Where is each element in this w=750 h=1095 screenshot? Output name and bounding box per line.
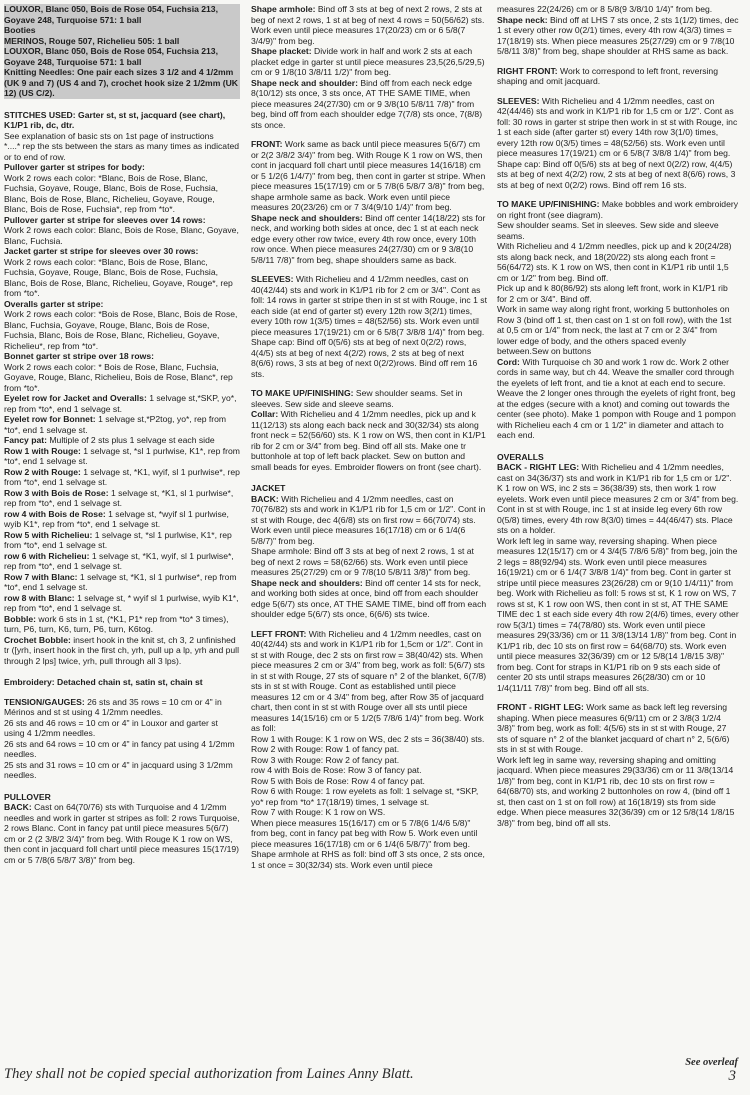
pattern-text: 1 selvage st, *wyif sl 1 purlwise, wyib K1*, rep from *to*, end 1 selvage st. — [4, 508, 229, 529]
column-3 — [497, 4, 739, 1044]
para-label: Shape neck and shoulders: — [251, 577, 363, 588]
paragraph — [251, 139, 487, 213]
para-text: With Richelieu and 4 1/2mm needles, pick up and k 20(24/28) sts along back neck, and 18(20/22) sts along each front = 56(64/72) sts. K 1 row on WS, then cont in K1/P1 rib until 1,5 cm or 1/2" from beg. Bind off. — [497, 241, 732, 283]
para-text: Work same as back until piece measures 5(6/7) cm or 2(2 3/8/2 3/4)" from beg. With Rouge K 1 row on WS, then cont in jacquard foll chart until piece measures 14(16/18) cm or 5 1/2(6 1/4/7)" from beg, then cont in garter st stripe. When piece measures 15(17/19) cm or 5 7/8(6 5/8/7 3/8)" from beg, shape armhole same as back. Work even until piece measures 20(23/26) cm or 7 3/4(9/10 1/4)" from beg. — [251, 139, 486, 212]
gauge-line: 26 sts and 64 rows = 10 cm or 4" in fancy pat using 4 1/2mm needles. — [4, 738, 235, 759]
paragraph — [497, 15, 739, 57]
stitches-intro: *....* rep the sts between the stars as many times as indicated or to end of row. — [4, 141, 240, 162]
row-line: Row 2 with Rouge: Row 1 of fancy pat. — [251, 744, 400, 754]
stripe-text: Work 2 rows each color: *Blanc, Bois de Rose, Blanc, Fuchsia, Goyave, Rouge, Blanc, Bois de Rose, Fuchsia, Blanc, Bois de Rose, Blanc, Richelieu, Goyave, Rouge, Blanc, Bois de Rose, Fuchsia*, rep from *to*. — [4, 172, 218, 214]
pattern-text: 1 selvage st, *K1, wyif, sl 1 purlwise*, rep from *to*, end 1 selvage st. — [4, 466, 240, 487]
para-label: LEFT FRONT: — [251, 628, 307, 639]
stripe-text: Work 2 rows each color: *Blanc, Bois de Rose, Blanc, Fuchsia, Goyave, Rouge, Blanc, Bois de Rose, Fuchsia, Blanc, Bois de Rose, Blanc, Richelieu, Goyave, Rouge*, rep from *to*. — [4, 256, 233, 298]
pattern-text: insert hook in the knit st, ch 3, 2 unfinished tr ([yrh, insert hook in the first ch, yrh, pull up a lp, yrh and pull through 2 lps] twice, yrh, pull through all 3 lps). — [4, 634, 240, 666]
paragraph — [497, 304, 739, 357]
pattern-line — [4, 467, 240, 488]
stripe-block — [4, 215, 240, 247]
see-overleaf: See overleaf — [685, 1057, 738, 1068]
para-label: Shape placket: — [251, 46, 312, 56]
material-line: Booties — [4, 25, 240, 36]
stitches-intro: See explanation of basic sts on 1st page of instructions — [4, 130, 214, 141]
para-text: Divide work in half and work 2 sts at each placket edge in garter st until piece measures 23,5(26,5/29,5) cm or 9 1/8(10 3/8/11 1/2)" from beg. — [251, 46, 485, 77]
para-text: Work to correspond to left front, reversing shaping and omit jacquard. — [497, 65, 718, 86]
pattern-label: Eyelet row for Jacket and Overalls: — [4, 393, 147, 403]
row-line: row 4 with Bois de Rose: Row 3 of fancy pat. — [251, 765, 422, 775]
pattern-line — [4, 530, 240, 551]
material-line: LOUXOR, Blanc 050, Bois de Rose 054, Fuchsia 213, Goyave 248, Turquoise 571: 1 ball — [4, 4, 240, 25]
para-text: Sew shoulder seams. Set in sleeves. Sew side and sleeve seams. — [497, 220, 719, 241]
pattern-line — [4, 614, 240, 635]
pattern-line — [4, 593, 240, 614]
para-text: With Turquoise ch 30 and work 1 row dc. Work 2 other cords in same way, but ch 44. Weave the smaller cord through the eyelets of left front, and tie a knot at each end to secure. Weave the 2 longer ones through the eyelets of right front, beg at the edges (secure with a knot) and coming out towards the center (see photo). Make 1 pompon with Rouge and 1 pompon with Richelieu each 4 cm or 1 1/2" in diameter and attach to each end. — [497, 356, 736, 440]
stripe-block — [4, 351, 240, 393]
stripe-text: Work 2 rows each color: * Bois de Rose, Blanc, Fuchsia, Goyave, Rouge, Blanc, Richelieu, Bois de Rose, Blanc*, rep from *to*. — [4, 361, 233, 393]
needles-text: One pair each sizes 3 1/2 and 4 1/2mm (UK 9 and 7) (US 4 and 7), crochet hook size 2 1/2mm (UK 12) (US C/2). — [4, 67, 238, 98]
para-label: TO MAKE UP/FINISHING: — [251, 388, 354, 398]
para-text: Pick up and k 80(86/92) sts along left front, work in K1/P1 rib for 2 cm or 3/4". Bind off. — [497, 283, 728, 304]
paragraph — [497, 462, 739, 536]
pattern-text: 1 selvage st,*SKP, yo*, rep from *to*, end 1 selvage st. — [4, 393, 237, 414]
pattern-label: row 4 with Bois de Rose: — [4, 508, 106, 519]
gauge-line: 26 sts and 35 rows = 10 cm or 4" in Mérinos and st st using 4 1/2mm needles. — [4, 696, 222, 717]
paragraph — [251, 629, 487, 734]
para-label: Shape neck and shoulders: — [251, 212, 363, 223]
pattern-text: 1 selvage st, *K1, sl 1 purlwise*, rep from *to*, end 1 selvage st. — [4, 571, 237, 592]
para-text: Work in same way along right front, working 5 buttonholes on Row 3 (bind off 1 st, then cast on 1 st on foll row), with the 1st at 0,5 cm or 1/4" from neck, the last at 7 cm or 2 3/4" from lower edge of body, and the others spaced evenly between.Sew on buttons — [497, 304, 732, 356]
para-label: BACK - RIGHT LEG: — [497, 462, 580, 472]
paragraph — [497, 536, 739, 694]
para-text: Bind off 3 sts at beg of next 2 rows, 2 sts at beg of next 2 rows, 1 st at beg of next 4 rows = 50(56/62) sts. Work even until piece measures 17(20/23) cm or 6 5/8(7 3/4/9)" from beg. — [251, 4, 485, 46]
pattern-label: Row 3 with Bois de Rose: — [4, 487, 109, 498]
para-text: With Richelieu and 4 1/2mm needles, cast on 42(44/46) sts and work in K1/P1 rib for 1,5 cm or 1/2". Cont as foll: 30 rows in garter st stripe then work in st st with Rouge, inc 1 st each side (after garter st) every 14th row 3(1/0) times, every 12th row 0(3/5) times = 48(52/56) sts. Work even until piece measures 17(19/21) cm or 6 5/8(7 3/8/8 1/4)" from beg. — [497, 95, 738, 158]
gauge-line: 25 sts and 31 rows = 10 cm or 4" in jacquard using 3 1/2mm needles. — [4, 759, 233, 780]
paragraph — [251, 274, 487, 379]
back-text: Cast on 64(70/76) sts with Turquoise and 4 1/2mm needles and work in garter st stripes as foll: 2 rows Turquoise, 2 rows Blanc. Cont in fancy pat until piece measures 5(6/7) cm or 2 (2 3/8/2 3/4)" from beg. With Rouge K 1 row on WS, then cont in jacquard foll chart until piece measures 15(17/19) cm or 5 7/8(6 5/8/7 3/8)" from beg. — [4, 802, 240, 865]
material-line: MERINOS, Rouge 507, Richelieu 505: 1 ball — [4, 36, 240, 47]
para-label: BACK: — [251, 493, 279, 504]
paragraph — [251, 4, 487, 46]
paragraph — [497, 755, 739, 829]
para-label: Shape neck: — [497, 14, 548, 25]
para-text: Shape cap: Bind off 0(5/6) sts at beg of next 0(2/2) row, 4(4/5) sts at beg of next 4(2/2) row, 2 sts at beg of next 8(6/6) rows, 3 sts at beg of next 0(2/2) rows. Bind off rem 16 sts. — [497, 158, 736, 190]
material-line: LOUXOR, Blanc 050, Bois de Rose 054, Fuchsia 213, Goyave 248, Turquoise 571: 1 ball — [4, 46, 240, 67]
stitches-title: STITCHES USED: Garter st, st st, jacquard (see chart), K1/P1 rib, dc, dtr. — [4, 109, 226, 130]
para-text: Work left leg in same way, reversing shaping and omitting jacquard. When piece measures 29(33/36) cm or 11 3/8(13/14 1/8)" from beg, cont in K1/P1 rib, dec 10 sts on first row = 64(68/70) sts, and working 2 buttonholes on row 4, (bind off 1 st, then cast on 1 st on foll row) at 16(18/19) sts from side edge. When piece measures 32(36/39) cm or 12 5/8(14 1/8/15 3/8)" from beg, bind off all sts. — [497, 754, 735, 828]
row-line: Row 6 with Rouge: 1 row eyelets as foll: 1 selvage st, *SKP, yo* rep from *to* 17(18/19) times, 1 selvage st. — [251, 786, 479, 807]
para-label: TO MAKE UP/FINISHING: — [497, 199, 600, 209]
paragraph — [251, 546, 487, 578]
pattern-label: Bobble: — [4, 613, 36, 624]
pattern-line — [4, 509, 240, 530]
pullover-title: PULLOVER — [4, 791, 51, 802]
paragraph — [251, 46, 487, 78]
paragraph — [497, 66, 739, 87]
pattern-label: Row 5 with Richelieu: — [4, 529, 93, 540]
para-text: With Richelieu and 4 1/2mm needles, cast on 40(42/44) sts and work in K1/P1 rib for 2 cm or 3/4". Cont as foll: 14 rows in garter st stripe then in st st with Rouge, inc 1 st each side (at end of garter st) every 12th row 3(2/1) times, every 10th row 1(3/5) times = 48(52/56) sts. Work even until piece measures 17(19/21) cm or 6 5/8(7 3/8/8 1/4)" from beg. Shape cap: Bind off 0(5/6) sts at beg of next 0(2/2) rows, 4(4/5) sts at beg of next 4(2/2) rows, 2 sts at beg of next 8(6/6) rows, 3 sts at beg of next 0(2/2)rows. Bind off rem 16 sts. — [251, 274, 487, 379]
pattern-text: 1 selvage st, *sl 1 purlwise, K1*, rep from *to*, end 1 selvage st. — [4, 529, 232, 550]
pattern-label: Row 7 with Blanc: — [4, 571, 78, 582]
gauge-line: 26 sts and 46 rows = 10 cm or 4" in Louxor and garter st using 4 1/2mm needles. — [4, 717, 218, 738]
row-line: Row 3 with Rouge: Row 2 of fancy pat. — [251, 754, 400, 765]
paragraph — [497, 96, 739, 159]
pattern-line — [4, 488, 240, 509]
para-label: Shape neck and shoulder: — [251, 77, 358, 88]
gauge-block — [4, 697, 240, 718]
paragraph — [497, 159, 739, 191]
para-label: Cord: — [497, 356, 520, 367]
jacket-title: JACKET — [251, 483, 286, 493]
para-text: Work left leg in same way, reversing shaping. When piece measures 12(15/17) cm or 4 3/4(5 7/8/6 5/8)" from beg, join the 2 legs = 88(92/94) sts. Work even until piece measures 16(19/21) cm or 6 1/4(7 3/8/8 1/4)" from beg. Cont in garter st stripe until piece measures 23(26/28) cm or 9(10 1/4/11)" from beg. Work with Richelieu as foll: 5 rows st st, K 1 row on WS, 7 rows st st, K 1 row oon WS, then cont in st st, AT THE SAME TIME dec 1 st each side every 4th row 2(4/6) times, every other row 5(3/1) times = 74(78/80) sts. Work even until piece measures 29(33/36) cm or 11 3/8(13/14 1/8)" from beg. Cont in K1/P1 rib, dec 10 sts on first row = 64(68/70) sts. Work even until piece measures 32(36/39) cm or 12 5/8(14 1/8/15 3/8)" from beg. Cont for straps in K1/P1 rib on 9 sts each side of center 20 sts until straps measures 26(28/30) cm or 10 1/4(11/11 7/8)" from beg. Bind off all sts. — [497, 535, 739, 693]
stripe-text: Work 2 rows each color: Blanc, Bois de Rose, Blanc, Goyave, Blanc, Fuchsia. — [4, 225, 239, 246]
paragraph — [251, 409, 487, 472]
embroidery-title: Embroidery: Detached chain st, satin st, chain st — [4, 677, 203, 687]
pattern-line — [4, 635, 240, 667]
paragraph — [497, 199, 739, 220]
para-text: Bind off from each neck edge 8(10/12) sts once, 3 sts once, AT THE SAME TIME, when piece measures 24(27/30) cm or 9 3/8(10 5/8/11 7/8)" from beg, bind off from each shoulder edge 7(7/8) sts once, 7(8/8) sts once. — [251, 77, 483, 130]
row-line: Row 5 with Bois de Rose: Row 4 of fancy pat. — [251, 775, 425, 786]
pattern-text: 1 selvage st, *K1, sl 1 purlwise*, rep from *to*, end 1 selvage st. — [4, 487, 234, 508]
paragraph — [251, 213, 487, 266]
stripe-title: Jacket garter st stripe for sleeves over 30 rows: — [4, 246, 199, 256]
paragraph — [497, 357, 739, 441]
page-number: 3 — [728, 1068, 736, 1084]
para-label: SLEEVES: — [251, 274, 294, 284]
back-label: BACK: — [4, 802, 32, 812]
para-text: With Richelieu and 4 1/2mm needles, cast on 40(42/44) sts and work in K1/P1 rib for 1,5cm or 1/2". Cont in st st with Rouge, dec 2 sts on first row = 38(40/42) sts. When piece measures 2 cm or 3/4" from beg, work as foll: 5(6/7) sts in st st with Rouge, 27 sts of square n° 2 of the blanket, 6(7/8) sts in st st with Rouge. Cont as established until piece measures 12 cm or 4 3/4" from beg, after Row 35 of jacquard chart, then cont in st st with Rouge over all sts until piece measures 14(15/16) cm or 5 1/2(5 7/8/6 1/4)" from beg. Work as foll: — [251, 628, 487, 733]
pattern-label: Eyelet row for Bonnet: — [4, 414, 96, 424]
para-text: Bind off at LHS 7 sts once, 2 sts 1(1/2) times, dec 1 st every other row 0(2/1) times, every 4th row 4(3/3) times = 17(18/19) sts. When piece measures 25(27/29) cm or 9 7/8(10 5/8/11 3/8)" from beg, shape shoulder at RHS same as back. — [497, 14, 739, 56]
pattern-label: Fancy pat: — [4, 435, 47, 445]
stripe-block — [4, 162, 240, 215]
row-line: Row 1 with Rouge: K 1 row on WS, dec 2 sts = 36(38/40) sts. — [251, 733, 485, 744]
paragraph — [251, 78, 487, 131]
paragraph — [251, 494, 487, 547]
para-label: Shape armhole: — [251, 4, 316, 14]
para-text: With Richelieu and 4 1/2mm needles, cast on 70(76/82) sts and work in K1/P1 rib for 1,5 cm or 1/2". Cont in st st with Rouge, dec 4(6/8) sts on first row = 66(70/74) sts. Work even until piece measures 16(17/18) cm or 6 1/4(6 5/8/7)" from beg. — [251, 493, 486, 546]
stripe-block — [4, 299, 240, 352]
pattern-line — [4, 551, 240, 572]
para-text: Work same as back left leg reversing shaping. When piece measures 6(9/11) cm or 2 3/8(3 1/2/4 3/8)" from beg, work as foll: 4(5/6) sts in st st with Rouge, 27 sts of square n° 2 of the blanket jacquard of chart n° 2, 5(6/6) sts in st st with Rouge. — [497, 702, 730, 754]
pattern-line — [4, 446, 240, 467]
paragraph — [497, 702, 739, 755]
stripe-title: Bonnet garter st stripe over 18 rows: — [4, 351, 154, 361]
pattern-text: 1 selvage st, *sl 1 purlwise, K1*, rep from *to*, end 1 selvage st. — [4, 445, 240, 466]
overalls-title: OVERALLS — [497, 451, 544, 462]
para-label: RIGHT FRONT: — [497, 65, 558, 76]
para-text: Shape armhole: Bind off 3 sts at beg of next 2 rows, 1 st at beg of next 2 rows = 58(62/66) sts. Work even until piece measures 25(27/29) cm or 9 7/8(10 5/8/11 3/8)" from beg. — [251, 546, 474, 577]
pattern-line — [4, 414, 240, 435]
stripe-title: Overalls garter st stripe: — [4, 298, 104, 309]
paragraph — [497, 241, 739, 283]
pattern-text: work 6 sts in 1 st, (*K1, P1* rep from *to* 3 times), turn, P6, turn, K6, turn, P6, turn, K6tog. — [4, 613, 229, 634]
paragraph — [251, 388, 487, 409]
para-label: Collar: — [251, 409, 279, 419]
pullover-back — [4, 802, 240, 865]
pattern-line — [4, 572, 240, 593]
pattern-label: Crochet Bobble: — [4, 634, 71, 645]
pattern-text: 1 selvage st, * wyif sl 1 purlwise, wyib K1*, rep from *to*, end 1 selvage st. — [4, 592, 239, 613]
column-2 — [251, 4, 487, 1062]
gauge-title: TENSION/GAUGES: — [4, 696, 85, 707]
row-line: Row 7 with Rouge: K 1 row on WS. — [251, 807, 386, 817]
materials — [4, 4, 240, 99]
para-text: Sew shoulder seams. Set in sleeves. Sew side and sleeve seams. — [251, 388, 463, 409]
para-text: With Richelieu and 4 1/2mm needles, cast on 34(36/37) sts and work in K1/P1 rib for 1,5 cm or 1/2". K 1 row on WS, inc 2 sts = 36(38/39) sts, then work 1 row eyelets. Work even until piece measures 2 cm or 3/4" from beg. Cont in st st with Rouge, inc 1 st at inside leg every 6th row 0(5/8) times, every 4th row 8(3/0) times = 44(46/47) sts. Place sts on a holder. — [497, 462, 739, 535]
paragraph — [497, 220, 739, 241]
para-text: With Richelieu and 4 1/2mm needles, pick up and k 11(12/13) sts along each back neck and 30(32/34) sts along front neck = 52(56/60) sts. K 1 row on WS, then cont in K1/P1 rib for 2 cm or 3/4" from beg. Bind off all sts. Make one tr buttonhole at top of left back placket. Sew on button and small beads for eyes. Embroider flowers on front (see chart). — [251, 409, 486, 472]
pattern-text: 1 selvage st,*P2tog, yo*, rep from *to*, end 1 selvage st. — [4, 414, 227, 435]
copyright-footer: They shall not be copied special authorization from Laines Anny Blatt. — [4, 1066, 414, 1082]
pattern-label: row 8 with Blanc: — [4, 592, 75, 603]
para-label: SLEEVES: — [497, 95, 540, 106]
paragraph: When piece measures 15(16/17) cm or 5 7/8(6 1/4/6 5/8)" from beg, cont in fancy pat beg with Row 5. Work even until piece measures 16(17/18) cm or 6 1/4(6 5/8/7)" from beg. Shape armhole at RHS as foll: bind off 3 sts once, 2 sts once, 1 st once = 30(32/34) sts. Work even until piece — [251, 817, 485, 870]
pattern-label: row 6 with Richelieu: — [4, 550, 90, 561]
stripe-title: Pullover garter st stripe for sleeves over 14 rows: — [4, 214, 206, 225]
para-text: Bind off center 14(18/22) sts for neck, and working both sides at once, dec 1 st at each neck edge every other row twice, every 4th row once, every 10th row once. When piece measures 24(27/30) cm or 9 3/8(10 5/8/11 7/8)" from beg, shape shoulders same as back. — [251, 212, 486, 265]
needles-line — [4, 67, 240, 99]
stripe-block — [4, 246, 240, 299]
pattern-label: Row 1 with Rouge: — [4, 445, 81, 456]
paragraph — [497, 283, 739, 304]
paragraph: measures 22(24/26) cm or 8 5/8(9 3/8/10 1/4)" from beg. — [497, 4, 713, 14]
pattern-line — [4, 435, 240, 446]
para-label: FRONT: — [251, 139, 283, 149]
stripe-text: Work 2 rows each color: *Bois de Rose, Blanc, Bois de Rose, Blanc, Fuchsia, Goyave, Rouge, Blanc, Bois de Rose, Fuchsia, Blanc, Bois de Rose, Blanc, Richelieu, Goyave, Richelieu*, rep from *to*. — [4, 309, 238, 351]
para-text: Bind off center 14 sts for neck, and working both sides at once, bind off from each shoulder edge 5(6/7) sts once, AT THE SAME TIME, bind off from each shoulder edge 5(6/7) sts once, 6(6/6) sts twice. — [251, 577, 487, 619]
pattern-text: 1 selvage st, *K1, wyif, sl 1 purlwise*, rep from *to*, end 1 selvage st. — [4, 550, 234, 571]
paragraph — [251, 578, 487, 620]
para-label: FRONT - RIGHT LEG: — [497, 702, 584, 712]
pattern-text: Multiple of 2 sts plus 1 selvage st each side — [49, 435, 215, 445]
column-1 — [4, 4, 240, 1062]
stripe-title: Pullover garter st stripes for body: — [4, 162, 145, 172]
pattern-line — [4, 393, 240, 414]
pattern-label: Row 2 with Rouge: — [4, 466, 81, 477]
para-text: Make bobbles and work embroidery on right front (see diagram). — [497, 199, 739, 220]
needles-label: Knitting Needles: — [4, 67, 75, 77]
